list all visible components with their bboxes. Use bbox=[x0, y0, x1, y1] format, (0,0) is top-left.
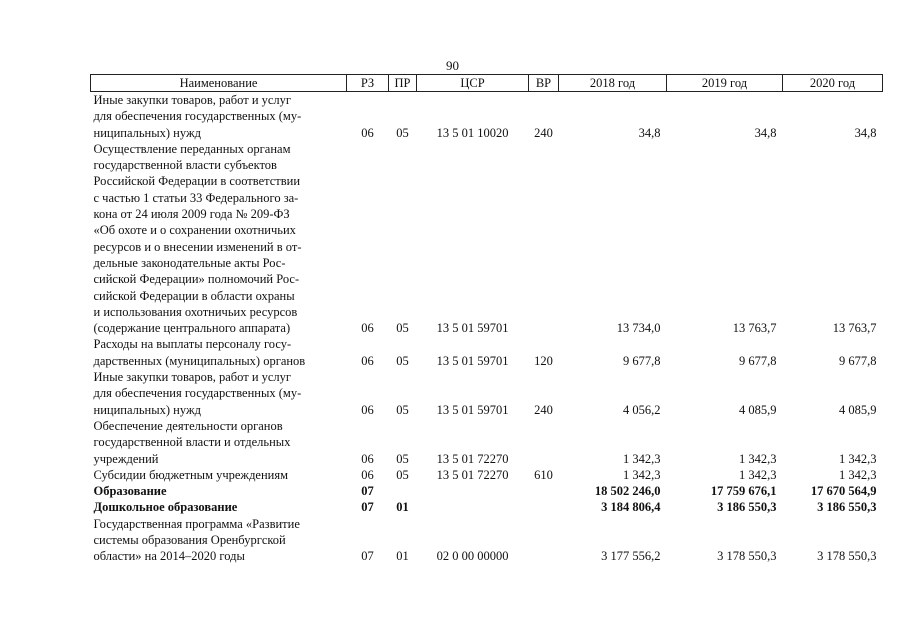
name-line: дарственных (муниципальных) органов bbox=[93, 353, 306, 368]
cell-rz: 07 bbox=[361, 500, 374, 515]
cell-csr: 02 0 00 00000 bbox=[436, 549, 509, 564]
name-line: для обеспечения государственных (му- bbox=[93, 386, 302, 401]
column-header-2019: 2019 год bbox=[667, 75, 783, 92]
cell-2020: 3 186 550,3 bbox=[817, 500, 877, 515]
cell-2019: 4 085,9 bbox=[739, 402, 777, 417]
cell-name bbox=[91, 141, 347, 337]
name-line: ниципальных) нужд bbox=[93, 125, 201, 140]
name-line: для обеспечения государственных (му- bbox=[93, 109, 302, 124]
cell-rz: 06 bbox=[361, 321, 374, 336]
name-line: Иные закупки товаров, работ и услуг bbox=[93, 93, 292, 107]
table-row bbox=[91, 499, 883, 515]
name-line: и использования охотничьих ресурсов bbox=[93, 304, 298, 319]
name-line: Субсидии бюджетным учреждениям bbox=[93, 467, 289, 482]
name-line: Иные закупки товаров, работ и услуг bbox=[93, 370, 292, 385]
cell-csr: 13 5 01 72270 bbox=[436, 451, 509, 466]
column-header-2020: 2020 год bbox=[783, 75, 883, 92]
cell-2020: 9 677,8 bbox=[839, 353, 877, 368]
cell-2019: 34,8 bbox=[754, 125, 777, 140]
page-number: 90 bbox=[446, 58, 459, 73]
table-row bbox=[91, 92, 883, 141]
cell-rz: 07 bbox=[361, 484, 374, 499]
cell-2019: 17 759 676,1 bbox=[710, 484, 777, 499]
cell-csr bbox=[417, 499, 529, 515]
cell-csr: 13 5 01 59701 bbox=[436, 402, 509, 417]
name-line: Дошкольное образование bbox=[93, 500, 238, 515]
cell-pr: 05 bbox=[396, 353, 409, 368]
cell-2019: 1 342,3 bbox=[739, 451, 777, 466]
budget-table bbox=[90, 74, 883, 565]
cell-2019: 9 677,8 bbox=[739, 353, 777, 368]
cell-2020: 1 342,3 bbox=[839, 467, 877, 482]
cell-pr: 01 bbox=[396, 500, 409, 515]
cell-2018: 3 184 806,4 bbox=[601, 500, 661, 515]
cell-name bbox=[91, 499, 347, 515]
cell-2019: 3 178 550,3 bbox=[717, 549, 777, 564]
cell-name bbox=[91, 369, 347, 418]
name-line: системы образования Оренбургской bbox=[93, 533, 286, 548]
cell-2020: 34,8 bbox=[854, 125, 877, 140]
name-line: Обеспечение деятельности органов bbox=[93, 418, 283, 433]
cell-csr: 13 5 01 10020 bbox=[436, 125, 509, 140]
table-row bbox=[91, 467, 883, 483]
cell-2018: 4 056,2 bbox=[623, 402, 661, 417]
name-line: дельные законодательные акты Рос- bbox=[93, 255, 286, 270]
name-line: области» на 2014–2020 годы bbox=[93, 549, 245, 564]
table-row bbox=[91, 483, 883, 499]
name-line: учреждений bbox=[93, 451, 159, 466]
name-line: Осуществление переданных органам bbox=[93, 141, 291, 156]
cell-pr: 05 bbox=[396, 467, 409, 482]
column-header-csr: ЦСР bbox=[417, 75, 529, 92]
cell-vr bbox=[529, 141, 559, 337]
cell-vr bbox=[529, 516, 559, 565]
name-line: (содержание центрального аппарата) bbox=[93, 321, 291, 336]
cell-name bbox=[91, 516, 347, 565]
cell-2019: 1 342,3 bbox=[739, 467, 777, 482]
name-line: сийской Федерации» полномочий Рос- bbox=[93, 272, 300, 287]
table-row bbox=[91, 516, 883, 565]
cell-csr bbox=[417, 483, 529, 499]
cell-2018: 1 342,3 bbox=[623, 467, 661, 482]
cell-pr: 01 bbox=[396, 549, 409, 564]
name-line: ресурсов и о внесении изменений в от- bbox=[93, 239, 302, 254]
cell-2018: 13 734,0 bbox=[616, 321, 661, 336]
cell-2020: 17 670 564,9 bbox=[810, 484, 877, 499]
cell-pr bbox=[389, 483, 417, 499]
cell-2020: 13 763,7 bbox=[832, 321, 877, 336]
cell-pr: 05 bbox=[396, 451, 409, 466]
cell-rz: 06 bbox=[361, 451, 374, 466]
cell-vr: 240 bbox=[534, 402, 553, 417]
cell-vr: 120 bbox=[534, 353, 553, 368]
name-line: Расходы на выплаты персоналу госу- bbox=[93, 337, 292, 352]
cell-csr: 13 5 01 72270 bbox=[436, 467, 509, 482]
cell-rz: 07 bbox=[361, 549, 374, 564]
cell-2018: 18 502 246,0 bbox=[594, 484, 661, 499]
cell-2018: 3 177 556,2 bbox=[601, 549, 661, 564]
cell-rz: 06 bbox=[361, 467, 374, 482]
cell-csr: 13 5 01 59701 bbox=[436, 321, 509, 336]
cell-name bbox=[91, 92, 347, 141]
name-line: ниципальных) нужд bbox=[93, 402, 201, 417]
cell-name bbox=[91, 467, 347, 483]
cell-2020: 1 342,3 bbox=[839, 451, 877, 466]
column-header-name: Наименование bbox=[91, 75, 347, 92]
name-line: Образование bbox=[93, 484, 167, 499]
cell-rz: 06 bbox=[361, 125, 374, 140]
cell-rz: 06 bbox=[361, 402, 374, 417]
cell-vr bbox=[529, 499, 559, 515]
name-line: Российской Федерации в соответствии bbox=[93, 174, 301, 189]
cell-2019: 3 186 550,3 bbox=[717, 500, 777, 515]
name-line: государственной власти и отдельных bbox=[93, 435, 291, 450]
cell-2018: 9 677,8 bbox=[623, 353, 661, 368]
name-line: Государственная программа «Развитие bbox=[93, 516, 300, 531]
table-header bbox=[91, 75, 883, 92]
cell-csr: 13 5 01 59701 bbox=[436, 353, 509, 368]
table-row bbox=[91, 369, 883, 418]
cell-2019: 13 763,7 bbox=[732, 321, 777, 336]
name-line: сийской Федерации в области охраны bbox=[93, 288, 295, 303]
cell-2018: 1 342,3 bbox=[623, 451, 661, 466]
cell-vr: 240 bbox=[534, 125, 553, 140]
column-header-pr: ПР bbox=[389, 75, 417, 92]
column-header-2018: 2018 год bbox=[559, 75, 667, 92]
cell-pr: 05 bbox=[396, 125, 409, 140]
cell-name bbox=[91, 483, 347, 499]
cell-2020: 3 178 550,3 bbox=[817, 549, 877, 564]
table-row bbox=[91, 418, 883, 467]
table-row bbox=[91, 141, 883, 337]
name-line: кона от 24 июля 2009 года № 209-ФЗ bbox=[93, 207, 290, 222]
cell-vr: 610 bbox=[534, 467, 553, 482]
name-line: с частью 1 статьи 33 Федерального за- bbox=[93, 190, 299, 205]
cell-rz: 06 bbox=[361, 353, 374, 368]
column-header-vr: ВР bbox=[529, 75, 559, 92]
cell-name bbox=[91, 336, 347, 369]
column-header-rz: РЗ bbox=[347, 75, 389, 92]
cell-pr: 05 bbox=[396, 402, 409, 417]
cell-2018: 34,8 bbox=[638, 125, 661, 140]
cell-vr bbox=[529, 418, 559, 467]
cell-2020: 4 085,9 bbox=[839, 402, 877, 417]
name-line: «Об охоте и о сохранении охотничьих bbox=[93, 223, 296, 238]
table-row bbox=[91, 336, 883, 369]
name-line: государственной власти субъектов bbox=[93, 158, 277, 173]
cell-pr: 05 bbox=[396, 321, 409, 336]
table-body bbox=[91, 92, 883, 565]
cell-name bbox=[91, 418, 347, 467]
cell-vr bbox=[529, 483, 559, 499]
